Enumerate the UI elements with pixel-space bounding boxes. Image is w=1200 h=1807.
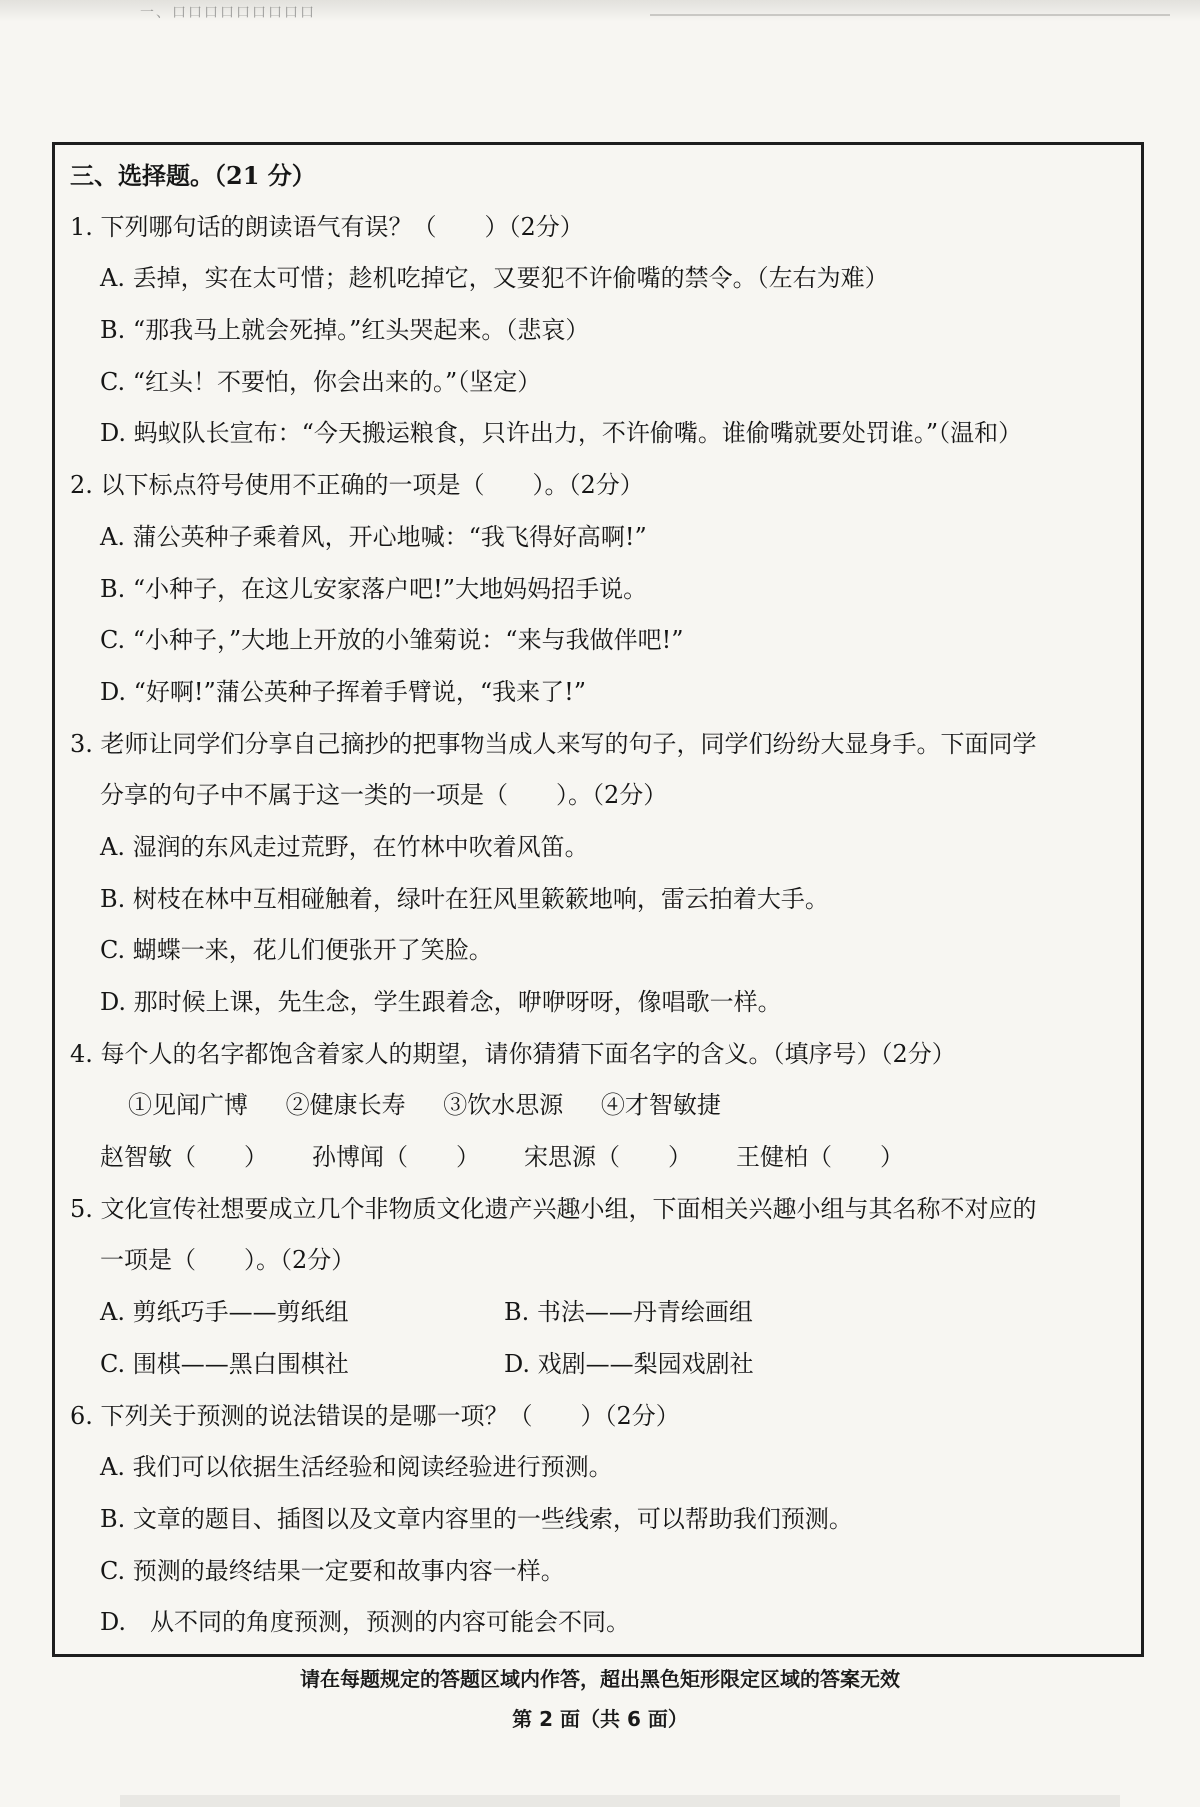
q6-option-c: C. 预测的最终结果一定要和故事内容一样。 (100, 1556, 565, 1585)
footer-notice: 请在每题规定的答题区域内作答，超出黑色矩形限定区域的答案无效 (300, 1667, 900, 1691)
q4-meanings (70, 1080, 1140, 1132)
q6-option-b: B. 文章的题目、插图以及文章内容里的一些线索，可以帮助我们预测。 (100, 1504, 853, 1533)
q4-meaning-4: ④才智敏捷 (600, 1091, 721, 1120)
q4-meaning-2: ②健康长寿 (285, 1091, 406, 1120)
q4-name-2: 孙博闻（ ） (312, 1143, 480, 1172)
answer-area (70, 150, 1140, 1649)
q1-option-b: B. “那我马上就会死掉。”红头哭起来。（悲哀） (100, 316, 590, 345)
section-title: 三、选择题。（21 分） (70, 161, 316, 190)
scan-bottom-strip (120, 1795, 1120, 1807)
q3-stem-line2: 分享的句子中不属于这一类的一项是（ ）。（2分） (100, 781, 668, 810)
q1-option-c: C. “红头！不要怕，你会出来的。”（坚定） (100, 367, 542, 396)
q6-option-d: D. 从不同的角度预测，预测的内容可能会不同。 (100, 1608, 631, 1637)
q4-name-3: 宋思源（ ） (524, 1143, 692, 1172)
q5-option-c: C. 围棋——黑白围棋社 (100, 1349, 349, 1378)
q3-stem-line1: 3. 老师让同学们分享自己摘抄的把事物当成人来写的句子，同学们纷纷大显身手。下面同学 (70, 729, 1037, 758)
q5-stem-line2: 一项是（ ）。（2分） (100, 1246, 356, 1275)
q1-option-d: D. 蚂蚁队长宣布：“今天搬运粮食，只许出力，不许偷嘴。谁偷嘴就要处罚谁。”（温和） (100, 419, 1023, 448)
q4-name-1: 赵智敏（ ） (100, 1143, 268, 1172)
q4-stem: 4. 每个人的名字都饱含着家人的期望，请你猜猜下面名字的含义。（填序号）（2分） (70, 1039, 956, 1068)
q6-option-a: A. 我们可以依据生活经验和阅读经验进行预测。 (100, 1453, 613, 1482)
q2-option-c: C. “小种子，”大地上开放的小雏菊说：“来与我做伴吧!” (100, 626, 684, 655)
q6-stem: 6. 下列关于预测的说法错误的是哪一项？（ ）（2分） (70, 1401, 680, 1430)
q4-meaning-1: ①见闻广博 (128, 1091, 248, 1120)
q3-option-a: A. 湿润的东风走过荒野，在竹林中吹着风笛。 (100, 832, 589, 861)
q5-option-d: D. 戏剧——梨园戏剧社 (504, 1349, 754, 1378)
q4-meaning-3: ③饮水思源 (443, 1091, 564, 1120)
q5-stem-line1: 5. 文化宣传社想要成立几个非物质文化遗产兴趣小组，下面相关兴趣小组与其名称不对应的 (70, 1194, 1037, 1223)
q2-option-a: A. 蒲公英种子乘着风，开心地喊：“我飞得好高啊!” (100, 522, 647, 551)
q3-option-b: B. 树枝在林中互相碰触着，绿叶在狂风里簌簌地响，雷云拍着大手。 (100, 884, 829, 913)
footer-page-number: 第 2 面（共 6 面） (512, 1707, 688, 1731)
faint-header-text: 一、口口口口口口口口口 (140, 5, 316, 21)
q2-option-d: D. “好啊!”蒲公英种子挥着手臂说，“我来了!” (100, 677, 587, 706)
q2-option-b: B. “小种子，在这儿安家落户吧!”大地妈妈招手说。 (100, 574, 648, 603)
scan-top-strip (0, 0, 1200, 22)
q5-options-row1 (70, 1287, 1140, 1339)
q5-options-row2 (70, 1339, 1140, 1391)
q2-stem: 2. 以下标点符号使用不正确的一项是（ ）。（2分） (70, 471, 644, 500)
q1-option-a: A. 丢掉，实在太可惜；趁机吃掉它，又要犯不许偷嘴的禁令。（左右为难） (100, 264, 889, 293)
q1-stem: 1. 下列哪句话的朗读语气有误？（ ）（2分） (70, 212, 584, 241)
q4-name-4: 王健柏（ ） (736, 1143, 904, 1172)
top-rule (650, 14, 1170, 16)
q3-option-c: C. 蝴蝶一来，花儿们便张开了笑脸。 (100, 936, 493, 965)
q5-option-b: B. 书法——丹青绘画组 (504, 1298, 753, 1327)
q3-option-d: D. 那时候上课，先生念，学生跟着念，咿咿呀呀，像唱歌一样。 (100, 988, 782, 1016)
q4-names (70, 1132, 1140, 1184)
q5-option-a: A. 剪纸巧手——剪纸组 (100, 1298, 349, 1327)
